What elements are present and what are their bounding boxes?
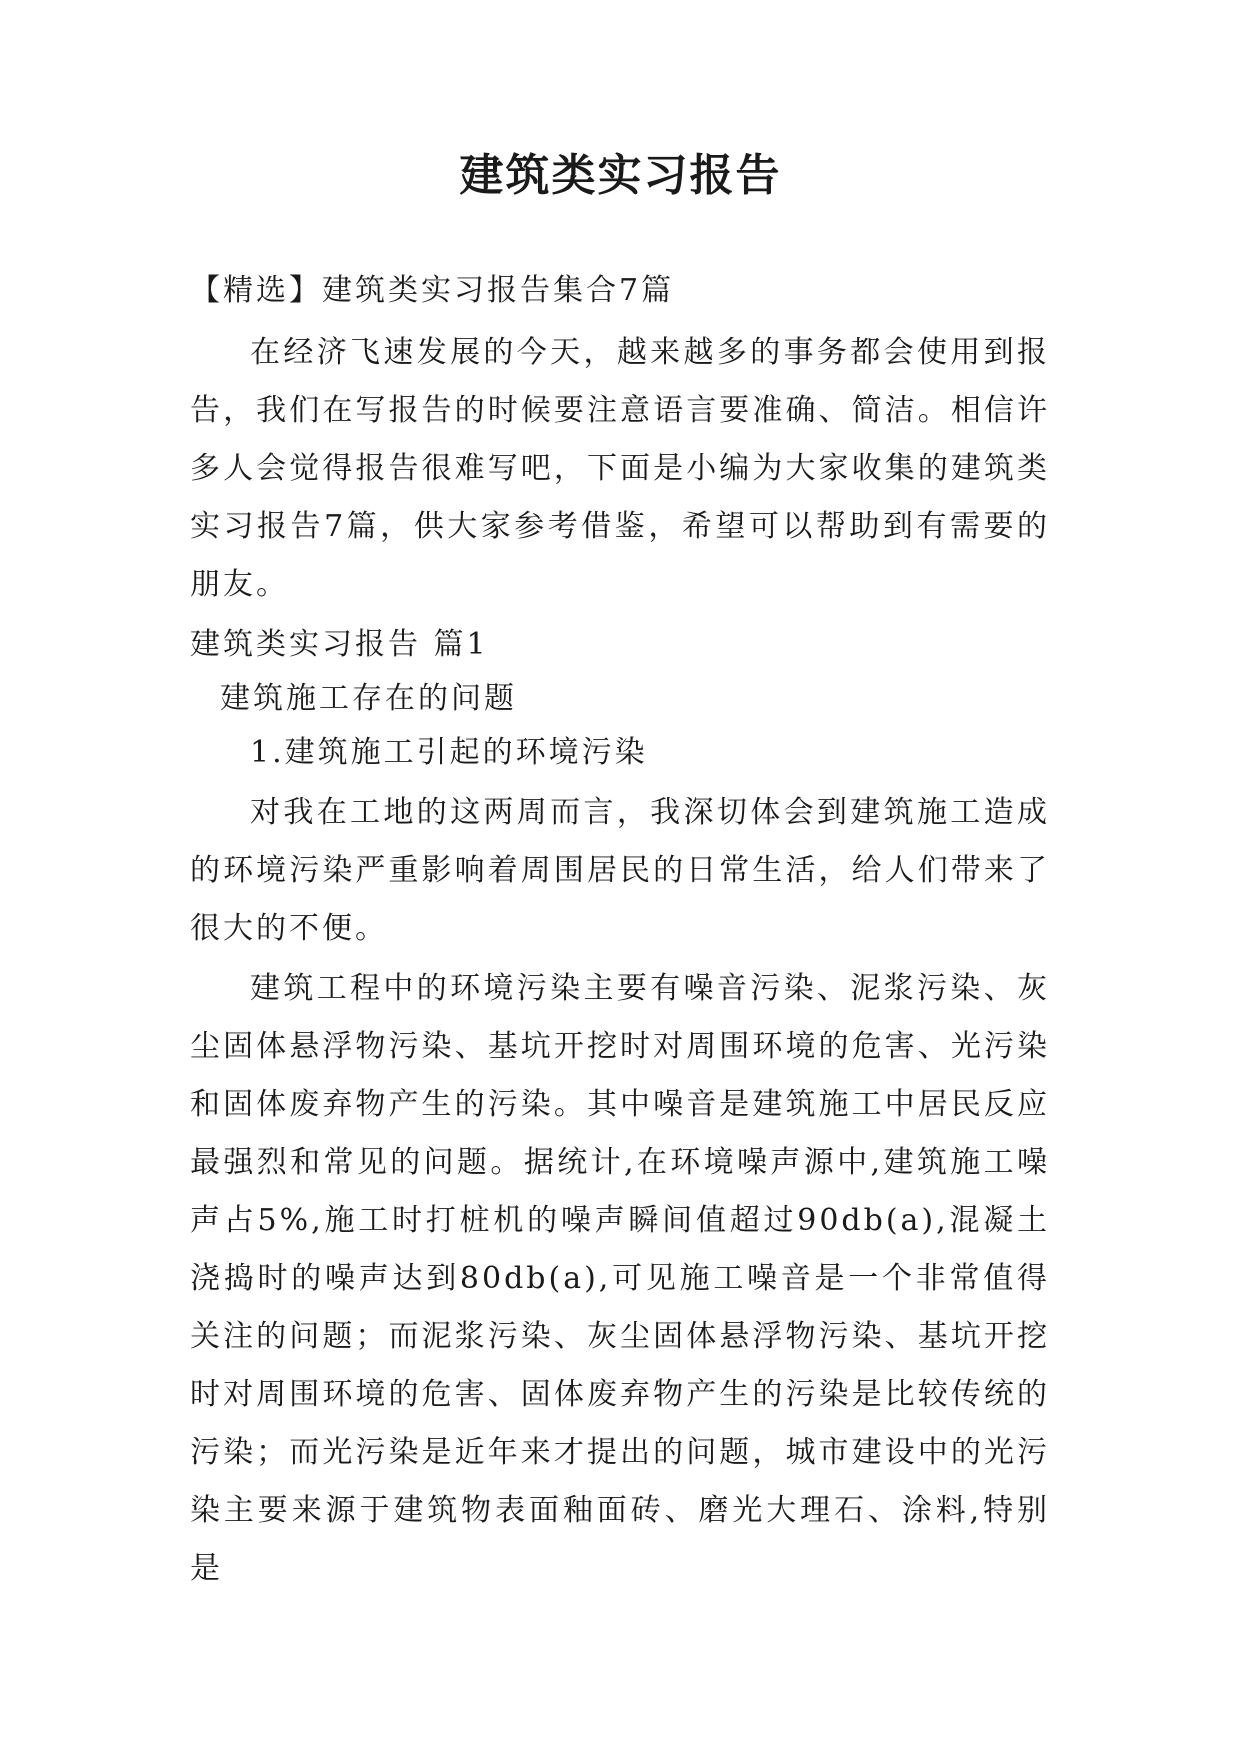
paragraph-1: 对我在工地的这两周而言，我深切体会到建筑施工造成的环境污染严重影响着周围居民的日常生活，给人们带来了很大的不便。 <box>190 795 1050 946</box>
subheading: 建筑施工存在的问题 <box>220 681 517 716</box>
paragraph-2: 建筑工程中的环境污染主要有噪音污染、泥浆污染、灰尘固体悬浮物污染、基坑开挖时对周围环境的危害、光污染和固体废弃物产生的污染。其中噪音是建筑施工中居民反应最强烈和常见的问题。据统计,在环境噪声源中,建筑施工噪声占5%,施工时打桩机的噪声瞬间值超过90db(a),混凝土浇捣时的噪声达到80db(a),可见施工噪音是一个非常值得关注的问题；而泥浆污染、灰尘固体悬浮物污染、基坑开挖时对周围环境的危害、固体废弃物产生的污染是比较传统的污染；而光污染是近年来才提出的问题，城市建设中的光污染主要来源于建筑物表面釉面砖、磨光大理石、涂料,特别是 <box>190 971 1050 1586</box>
section-heading: 建筑类实习报告 篇1 <box>190 627 489 662</box>
subtitle-line: 【精选】建筑类实习报告集合7篇 <box>190 273 675 308</box>
point-heading: 1.建筑施工引起的环境污染 <box>250 735 648 770</box>
document-body <box>190 262 1050 1598</box>
document-title: 建筑类实习报告 <box>459 150 782 201</box>
intro-paragraph: 在经济飞速发展的今天，越来越多的事务都会使用到报告，我们在写报告的时候要注意语言要准确、简洁。相信许多人会觉得报告很难写吧，下面是小编为大家收集的建筑类实习报告7篇，供大家参考借鉴，希望可以帮助到有需要的朋友。 <box>190 335 1050 602</box>
